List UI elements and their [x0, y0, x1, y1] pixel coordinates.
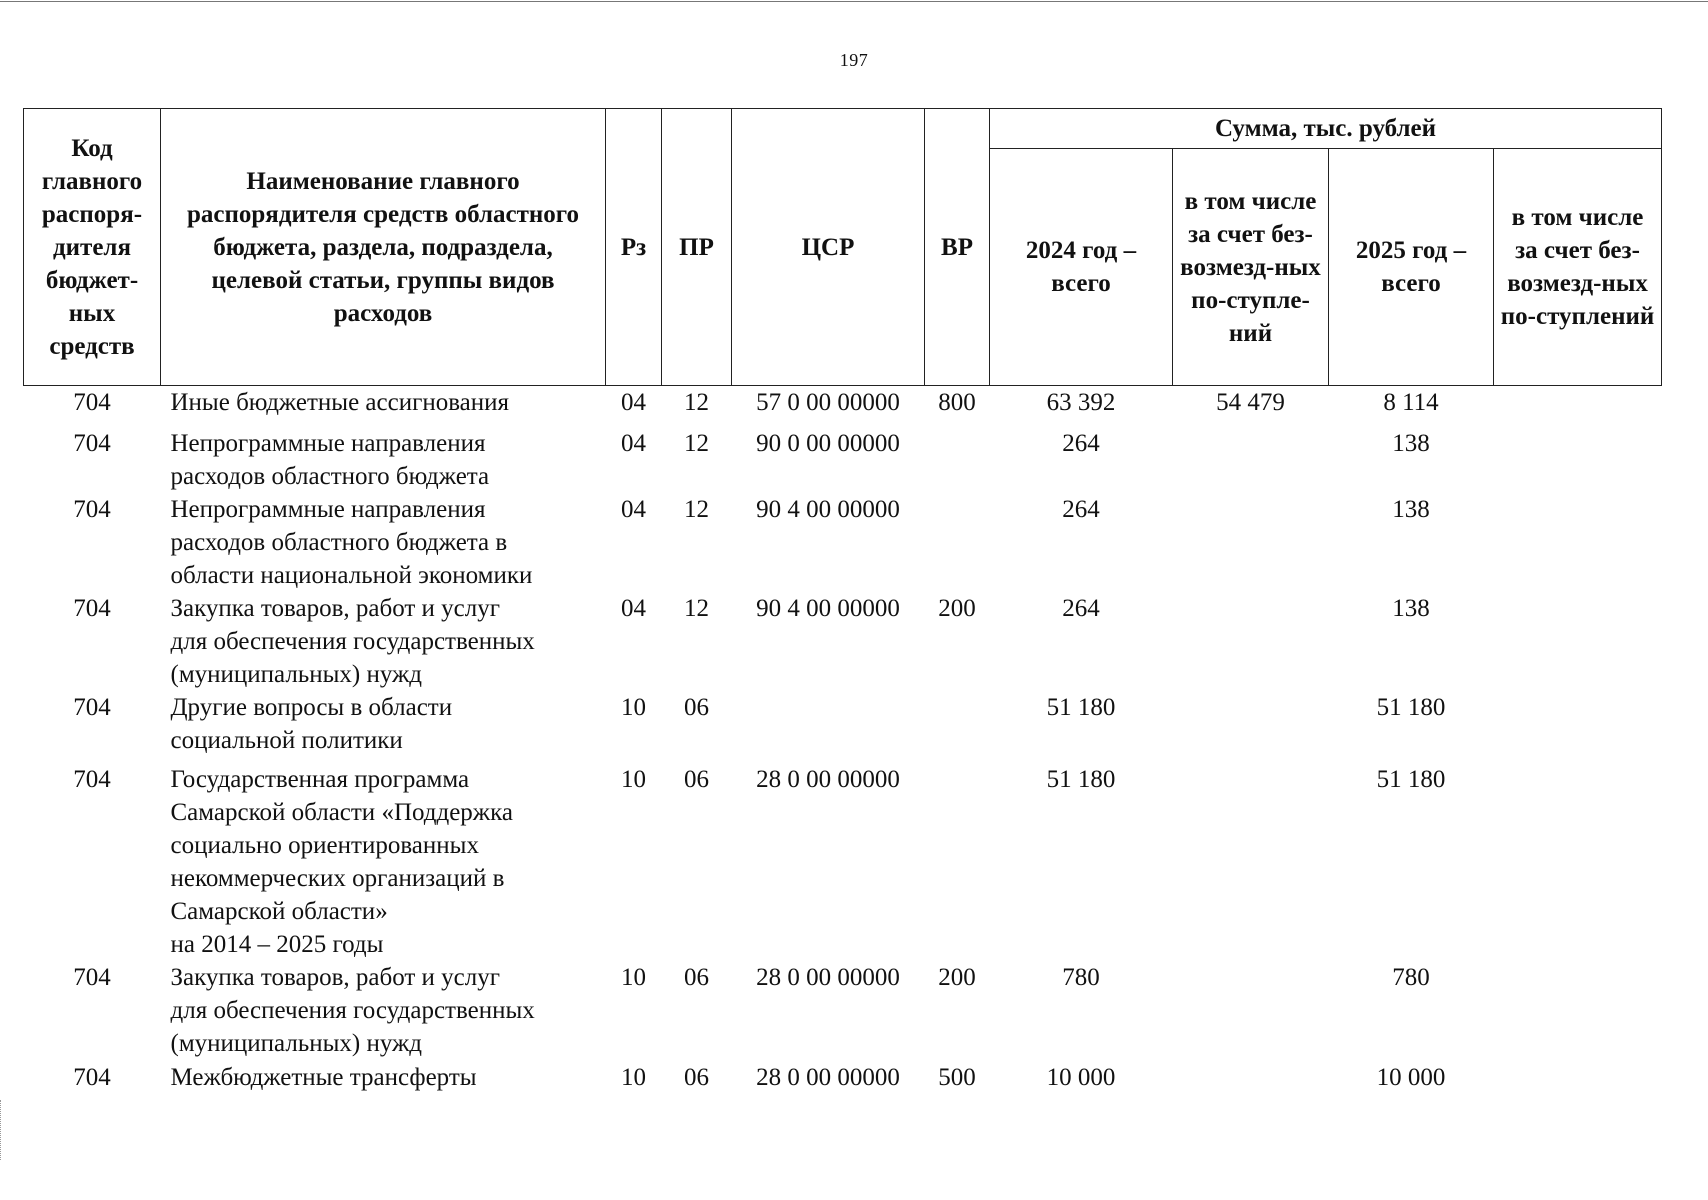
cell-name: Закупка товаров, работ и услуг для обеспечения государственных (муниципальных) нужд [170, 964, 535, 1057]
cell-2024-gratuitous [1173, 1061, 1329, 1097]
cell-rz: 04 [621, 496, 646, 523]
cell-2024-gratuitous [1173, 493, 1329, 592]
cell-pr: 12 [684, 430, 709, 457]
cell-csr: 28 0 00 00000 [756, 964, 900, 991]
cell-2025-total: 138 [1392, 430, 1430, 457]
cell-csr: 90 4 00 00000 [756, 496, 900, 523]
table-row [24, 1061, 1662, 1097]
cell-rz: 10 [621, 766, 646, 793]
cell-vr: 800 [938, 389, 976, 416]
cell-2024-total: 264 [1062, 496, 1100, 523]
header-vr: ВР [925, 109, 990, 386]
cell-rz: 04 [621, 389, 646, 416]
cell-2025-total: 51 180 [1376, 766, 1446, 793]
header-row-1 [24, 109, 1662, 149]
cell-2025-total: 780 [1392, 964, 1430, 991]
cell-pr: 06 [684, 694, 709, 721]
cell-2025-gratuitous [1494, 961, 1662, 1061]
cell-2024-total: 264 [1062, 595, 1100, 622]
cell-2025-gratuitous [1494, 763, 1662, 961]
table-row [24, 386, 1662, 425]
cell-2025-total: 51 180 [1376, 694, 1446, 721]
scan-edge-mark [0, 1100, 7, 1160]
cell-2025-total: 8 114 [1383, 389, 1439, 416]
cell-csr: 90 4 00 00000 [756, 595, 900, 622]
header-rz: Рз [606, 109, 662, 386]
table-row [24, 493, 1662, 592]
cell-pr: 06 [684, 1064, 709, 1091]
cell-csr: 28 0 00 00000 [756, 1064, 900, 1091]
cell-csr [732, 691, 925, 763]
page-number: 197 [839, 50, 869, 70]
cell-name: Непрограммные направления расходов областного бюджета в области национальной экономики [170, 496, 533, 589]
header-csr: ЦСР [732, 109, 925, 386]
cell-2024-gratuitous [1173, 592, 1329, 691]
cell-name: Государственная программа Самарской области «Поддержка социально ориентированных некоммерческих организаций в Самарской области» на 2014 – 2025 годы [170, 766, 513, 958]
cell-vr: 200 [938, 964, 976, 991]
cell-2024-total: 10 000 [1046, 1064, 1116, 1091]
cell-vr [925, 691, 990, 763]
cell-2025-total: 10 000 [1376, 1064, 1446, 1091]
cell-code: 704 [73, 595, 111, 622]
table-row [24, 592, 1662, 691]
cell-2025-gratuitous [1494, 493, 1662, 592]
cell-code: 704 [73, 766, 111, 793]
cell-2024-total: 63 392 [1046, 389, 1116, 416]
cell-pr: 12 [684, 389, 709, 416]
cell-vr: 200 [938, 595, 976, 622]
cell-name: Другие вопросы в области социальной политики [170, 694, 453, 754]
cell-pr: 12 [684, 595, 709, 622]
cell-2025-total: 138 [1392, 595, 1430, 622]
header-2024-total: 2024 год – всего [990, 149, 1173, 386]
cell-rz: 10 [621, 694, 646, 721]
cell-csr: 90 0 00 00000 [756, 430, 900, 457]
cell-vr [925, 493, 990, 592]
cell-name: Закупка товаров, работ и услуг для обеспечения государственных (муниципальных) нужд [170, 595, 535, 688]
cell-2024-total: 780 [1062, 964, 1100, 991]
cell-vr [925, 424, 990, 493]
cell-code: 704 [73, 964, 111, 991]
cell-2025-total: 138 [1392, 496, 1430, 523]
cell-csr: 57 0 00 00000 [756, 389, 900, 416]
cell-name: Межбюджетные трансферты [170, 1064, 477, 1091]
header-name: Наименование главного распорядителя средств областного бюджета, раздела, подраздела, целевой статьи, группы видов расходов [161, 109, 606, 386]
cell-2024-gratuitous [1173, 424, 1329, 493]
header-sum: Сумма, тыс. рублей [990, 109, 1662, 149]
cell-name: Иные бюджетные ассигнования [170, 389, 510, 416]
cell-name: Непрограммные направления расходов областного бюджета [170, 430, 490, 490]
cell-code: 704 [73, 389, 111, 416]
cell-rz: 04 [621, 595, 646, 622]
table-row [24, 691, 1662, 763]
cell-2025-gratuitous [1494, 592, 1662, 691]
cell-2024-total: 51 180 [1046, 766, 1116, 793]
cell-code: 704 [73, 694, 111, 721]
cell-pr: 12 [684, 496, 709, 523]
budget-table [23, 108, 1662, 1097]
header-2025-gratuitous: в том числе за счет без-возмезд-ных по-ступлений [1494, 149, 1662, 386]
top-rule [0, 1, 1708, 2]
cell-2024-total: 264 [1062, 430, 1100, 457]
cell-rz: 04 [621, 430, 646, 457]
cell-2025-gratuitous [1494, 1061, 1662, 1097]
cell-2024-gratuitous [1173, 961, 1329, 1061]
cell-2024-gratuitous [1173, 691, 1329, 763]
header-2024-gratuitous: в том числе за счет без-возмезд-ных по-ступле-ний [1173, 149, 1329, 386]
cell-pr: 06 [684, 964, 709, 991]
cell-csr: 28 0 00 00000 [756, 766, 900, 793]
table-row [24, 424, 1662, 493]
cell-2024-total: 51 180 [1046, 694, 1116, 721]
cell-2024-gratuitous: 54 479 [1216, 389, 1285, 416]
cell-code: 704 [73, 430, 111, 457]
cell-2025-gratuitous [1494, 386, 1662, 425]
cell-2024-gratuitous [1173, 763, 1329, 961]
cell-code: 704 [73, 1064, 111, 1091]
cell-vr [925, 763, 990, 961]
cell-2025-gratuitous [1494, 424, 1662, 493]
cell-pr: 06 [684, 766, 709, 793]
header-pr: ПР [662, 109, 732, 386]
cell-vr: 500 [938, 1064, 976, 1091]
cell-rz: 10 [621, 964, 646, 991]
cell-code: 704 [73, 496, 111, 523]
table-row [24, 961, 1662, 1061]
table-row [24, 763, 1662, 961]
cell-rz: 10 [621, 1064, 646, 1091]
header-2025-total: 2025 год – всего [1329, 149, 1494, 386]
header-code: Код главного распоря-дителя бюджет-ных средств [24, 109, 161, 386]
cell-2025-gratuitous [1494, 691, 1662, 763]
